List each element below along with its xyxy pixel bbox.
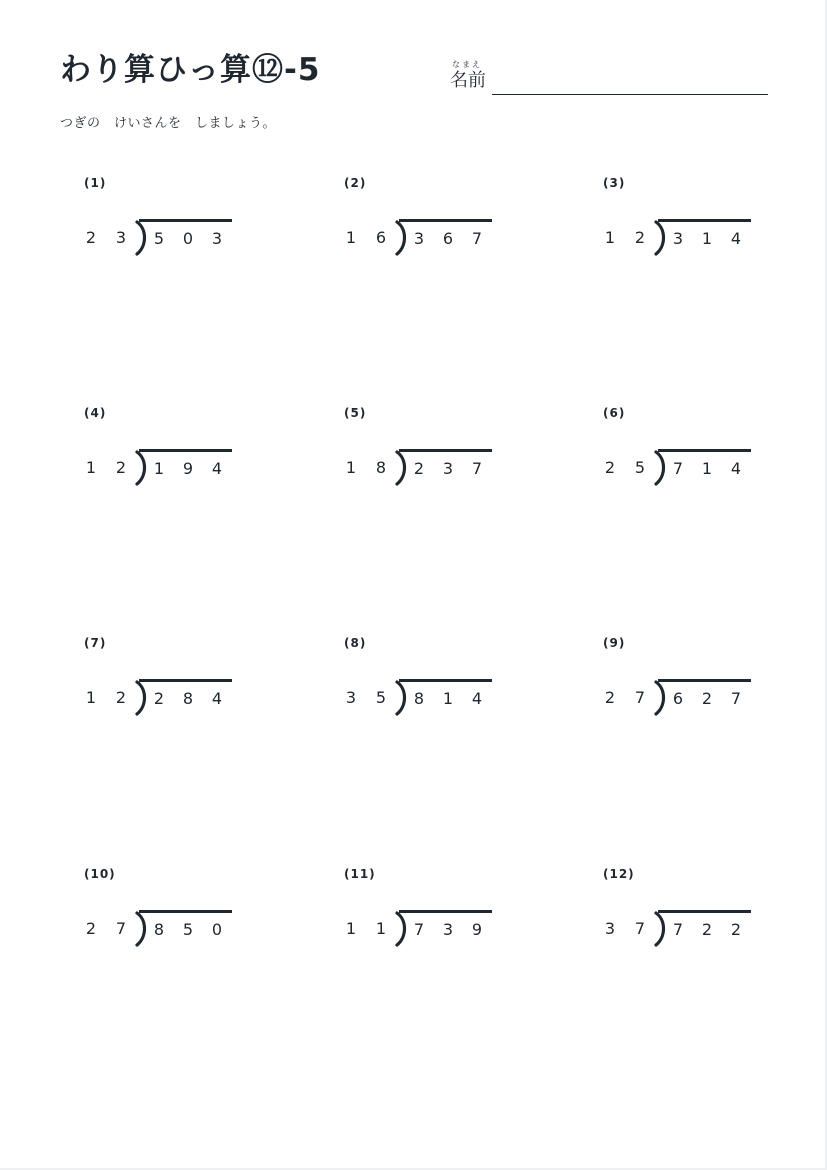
- division-problem: [603, 405, 803, 485]
- dividend: [152, 689, 224, 709]
- divisor: [84, 688, 128, 708]
- division-problem: [84, 866, 284, 946]
- division-overline: [399, 449, 492, 452]
- divisor-digit: 2: [115, 688, 127, 707]
- dividend-digit: 4: [211, 689, 223, 708]
- dividend-digit: 2: [701, 689, 713, 708]
- dividend-digit: 3: [211, 229, 223, 248]
- dividend: [412, 229, 484, 249]
- dividend: [152, 920, 224, 940]
- dividend-digit: 1: [153, 459, 165, 478]
- division-overline: [139, 679, 232, 682]
- divisor-digit: 2: [604, 688, 616, 707]
- divisor-digit: 2: [85, 228, 97, 247]
- dividend-digit: 8: [413, 689, 425, 708]
- dividend: [671, 689, 743, 709]
- divisor-digit: 1: [85, 458, 97, 477]
- division-bracket: [134, 451, 148, 485]
- division-bracket: [134, 221, 148, 255]
- division-problem: [344, 866, 544, 946]
- problem-number: (7): [84, 636, 107, 650]
- problem-number: (8): [344, 636, 367, 650]
- dividend: [671, 920, 743, 940]
- dividend-digit: 2: [153, 689, 165, 708]
- dividend-digit: 0: [211, 920, 223, 939]
- dividend: [412, 459, 484, 479]
- dividend: [412, 689, 484, 709]
- name-write-line[interactable]: [492, 94, 768, 95]
- problem-number: (4): [84, 406, 107, 420]
- divisor-digit: 5: [375, 688, 387, 707]
- divisor: [344, 688, 388, 708]
- divisor: [84, 228, 128, 248]
- divisor: [344, 458, 388, 478]
- dividend-digit: 9: [471, 920, 483, 939]
- divisor-digit: 7: [634, 919, 646, 938]
- problem-number: (12): [603, 867, 635, 881]
- dividend-digit: 2: [701, 920, 713, 939]
- problem-number: (11): [344, 867, 376, 881]
- name-label: 名前: [450, 70, 486, 91]
- problem-number: (3): [603, 176, 626, 190]
- division-overline: [658, 219, 751, 222]
- division-bracket: [653, 451, 667, 485]
- divisor-digit: 2: [634, 228, 646, 247]
- divisor: [603, 919, 647, 939]
- dividend-digit: 2: [413, 459, 425, 478]
- divisor-digit: 8: [375, 458, 387, 477]
- dividend-digit: 5: [153, 229, 165, 248]
- dividend-digit: 4: [730, 459, 742, 478]
- division-problem: [344, 175, 544, 255]
- dividend: [671, 459, 743, 479]
- division-overline: [399, 679, 492, 682]
- division-problem: [84, 635, 284, 715]
- dividend-digit: 8: [182, 689, 194, 708]
- division-overline: [139, 219, 232, 222]
- instruction-text: つぎの けいさんを しましょう。: [60, 116, 277, 131]
- dividend-digit: 8: [153, 920, 165, 939]
- dividend-digit: 4: [471, 689, 483, 708]
- dividend-digit: 4: [211, 459, 223, 478]
- dividend-digit: 1: [701, 459, 713, 478]
- divisor: [603, 688, 647, 708]
- division-bracket: [394, 681, 408, 715]
- dividend-digit: 3: [413, 229, 425, 248]
- divisor-digit: 3: [115, 228, 127, 247]
- problem-number: (6): [603, 406, 626, 420]
- divisor-digit: 1: [345, 919, 357, 938]
- divisor-digit: 1: [604, 228, 616, 247]
- divisor-digit: 5: [634, 458, 646, 477]
- problem-number: (10): [84, 867, 116, 881]
- division-bracket: [653, 681, 667, 715]
- division-problem: [603, 175, 803, 255]
- name-ruby: なまえ: [452, 60, 482, 69]
- division-problem: [603, 635, 803, 715]
- dividend-digit: 1: [701, 229, 713, 248]
- division-problem: [84, 175, 284, 255]
- dividend-digit: 6: [442, 229, 454, 248]
- division-overline: [139, 449, 232, 452]
- divisor-digit: 2: [604, 458, 616, 477]
- problem-number: (5): [344, 406, 367, 420]
- division-overline: [399, 910, 492, 913]
- division-overline: [139, 910, 232, 913]
- dividend: [152, 459, 224, 479]
- divisor-digit: 6: [375, 228, 387, 247]
- worksheet-title: わり算ひっ算⑫-5: [60, 52, 321, 88]
- division-overline: [658, 679, 751, 682]
- problem-number: (1): [84, 176, 107, 190]
- divisor-digit: 7: [115, 919, 127, 938]
- divisor-digit: 7: [634, 688, 646, 707]
- dividend-digit: 7: [413, 920, 425, 939]
- divisor-digit: 1: [85, 688, 97, 707]
- division-overline: [399, 219, 492, 222]
- divisor: [603, 228, 647, 248]
- name-field: [450, 60, 770, 100]
- division-bracket: [394, 912, 408, 946]
- problem-number: (2): [344, 176, 367, 190]
- division-bracket: [134, 912, 148, 946]
- dividend-digit: 7: [471, 229, 483, 248]
- division-overline: [658, 910, 751, 913]
- dividend-digit: 4: [730, 229, 742, 248]
- divisor-digit: 1: [375, 919, 387, 938]
- division-problem: [84, 405, 284, 485]
- dividend-digit: 7: [471, 459, 483, 478]
- divisor: [344, 919, 388, 939]
- divisor-digit: 1: [345, 228, 357, 247]
- dividend-digit: 3: [442, 459, 454, 478]
- divisor-digit: 2: [85, 919, 97, 938]
- dividend-digit: 5: [182, 920, 194, 939]
- divisor: [84, 919, 128, 939]
- dividend: [412, 920, 484, 940]
- dividend-digit: 7: [672, 920, 684, 939]
- dividend-digit: 7: [672, 459, 684, 478]
- division-bracket: [394, 451, 408, 485]
- division-bracket: [394, 221, 408, 255]
- division-bracket: [653, 912, 667, 946]
- dividend: [671, 229, 743, 249]
- dividend-digit: 3: [672, 229, 684, 248]
- division-problem: [344, 405, 544, 485]
- divisor-digit: 3: [345, 688, 357, 707]
- division-overline: [658, 449, 751, 452]
- dividend-digit: 0: [182, 229, 194, 248]
- divisor-digit: 1: [345, 458, 357, 477]
- division-bracket: [653, 221, 667, 255]
- dividend-digit: 3: [442, 920, 454, 939]
- dividend-digit: 1: [442, 689, 454, 708]
- divisor-digit: 2: [115, 458, 127, 477]
- divisor: [84, 458, 128, 478]
- divisor: [603, 458, 647, 478]
- divisor-digit: 3: [604, 919, 616, 938]
- division-problem: [344, 635, 544, 715]
- problem-number: (9): [603, 636, 626, 650]
- dividend: [152, 229, 224, 249]
- dividend-digit: 2: [730, 920, 742, 939]
- division-bracket: [134, 681, 148, 715]
- dividend-digit: 9: [182, 459, 194, 478]
- dividend-digit: 7: [730, 689, 742, 708]
- divisor: [344, 228, 388, 248]
- division-problem: [603, 866, 803, 946]
- dividend-digit: 6: [672, 689, 684, 708]
